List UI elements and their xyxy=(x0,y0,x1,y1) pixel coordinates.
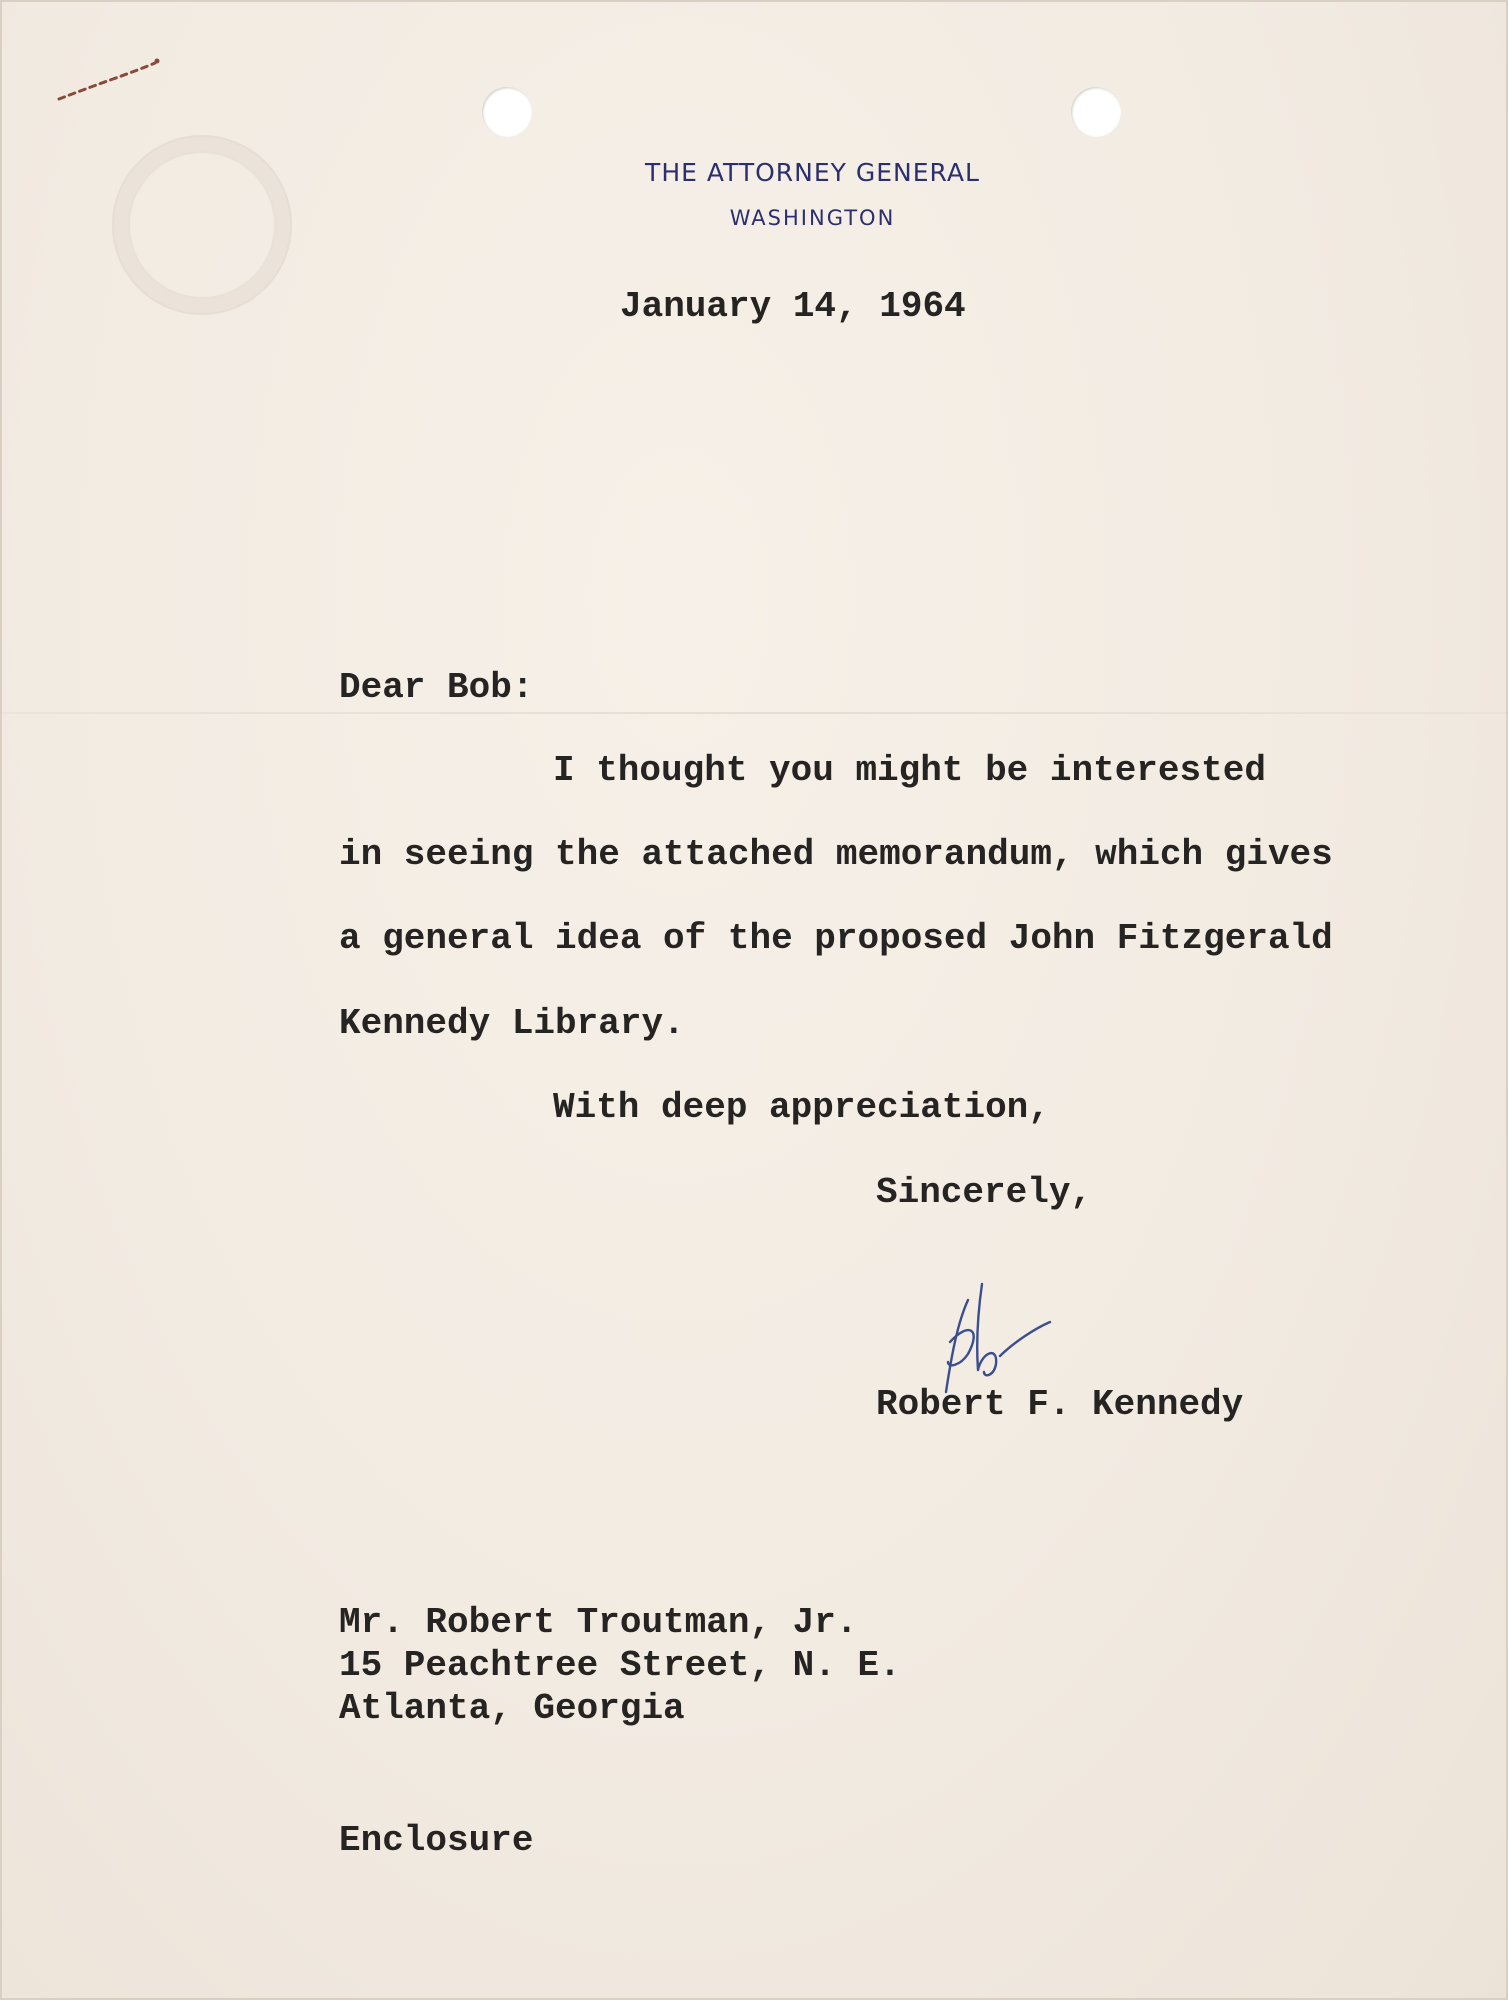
salutation: Dear Bob: xyxy=(339,667,534,708)
closing-phrase: With deep appreciation, xyxy=(553,1087,1050,1128)
paper-fold-line xyxy=(0,712,1508,714)
body-line: in seeing the attached memorandum, which gives xyxy=(339,834,1333,875)
body-line: I thought you might be interested xyxy=(553,750,1266,791)
signer-name: Robert F. Kennedy xyxy=(876,1384,1244,1425)
valediction: Sincerely, xyxy=(876,1172,1093,1213)
enclosure-note: Enclosure xyxy=(339,1820,534,1861)
recipient-city: Atlanta, Georgia xyxy=(339,1688,685,1729)
punch-hole-left xyxy=(482,87,532,137)
recipient-street: 15 Peachtree Street, N. E. xyxy=(339,1645,901,1686)
letter-date: January 14, 1964 xyxy=(620,286,966,327)
body-line: a general idea of the proposed John Fitzgerald xyxy=(339,918,1333,959)
recipient-name: Mr. Robert Troutman, Jr. xyxy=(339,1602,858,1643)
ink-smudge-icon xyxy=(55,55,165,105)
body-line: Kennedy Library. xyxy=(339,1003,685,1044)
letterhead-title: THE ATTORNEY GENERAL xyxy=(645,158,980,187)
letterhead-city: WASHINGTON xyxy=(729,206,896,230)
punch-hole-right xyxy=(1071,87,1121,137)
